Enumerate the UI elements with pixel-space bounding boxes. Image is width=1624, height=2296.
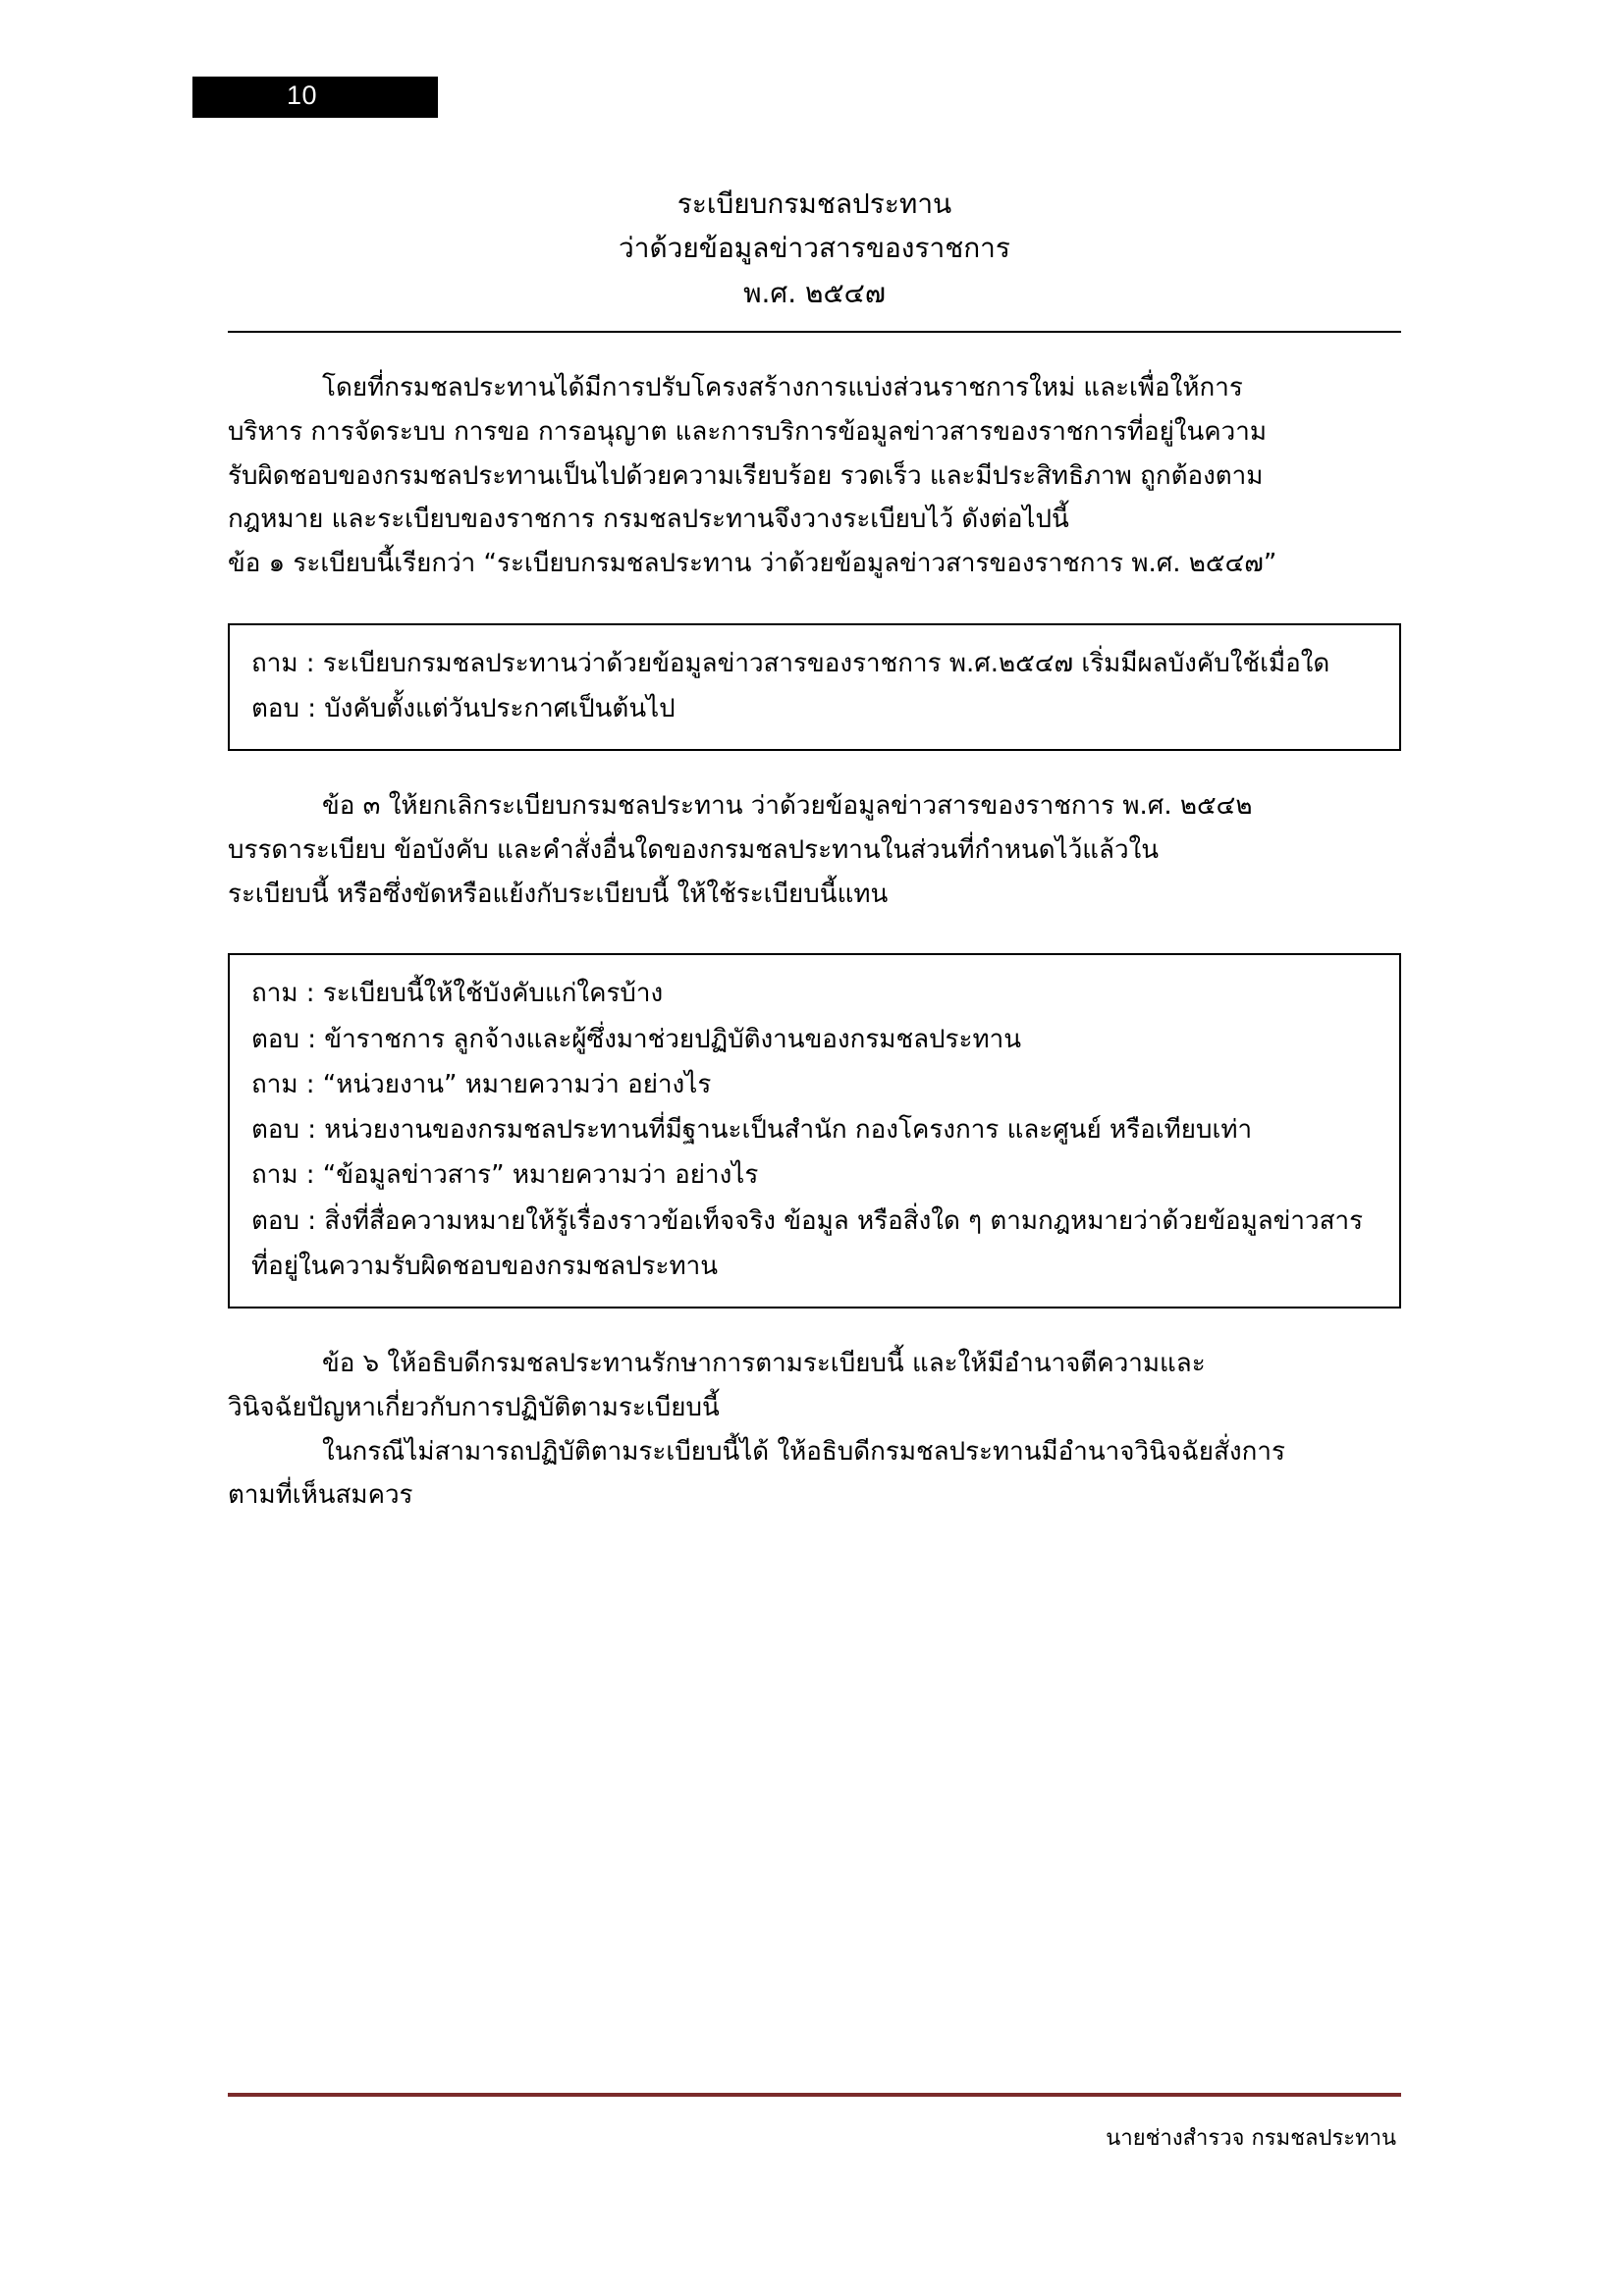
section-6-line-1: ข้อ ๖ ให้อธิบดีกรมชลประทานรักษาการตามระเบียบนี้ และให้มีอำนาจตีความและ xyxy=(322,1349,1206,1379)
section-6-line-3: ในกรณีไม่สามารถปฏิบัติตามระเบียบนี้ได้ ให้อธิบดีกรมชลประทานมีอำนาจวินิจฉัยสั่งการ xyxy=(322,1436,1285,1467)
intro-paragraph xyxy=(228,366,1401,586)
title-line-1: ระเบียบกรมชลประทาน xyxy=(677,187,952,220)
document-content xyxy=(228,182,1401,1518)
qa2-question-1: ถาม : ระเบียบนี้ให้ใช้บังคับแก่ใครบ้าง xyxy=(251,979,664,1009)
section-6-line-2: วินิจฉัยปัญหาเกี่ยวกับการปฏิบัติตามระเบียบนี้ xyxy=(228,1392,720,1422)
footer-divider xyxy=(228,2093,1401,2097)
section-3-line-1: ข้อ ๓ ให้ยกเลิกระเบียบกรมชลประทาน ว่าด้วยข้อมูลข่าวสารของราชการ พ.ศ. ๒๕๔๒ xyxy=(322,791,1253,822)
footer-label: นายช่างสำรวจ กรมชลประทาน xyxy=(1106,2126,1396,2151)
qa2-answer-1: ตอบ : ข้าราชการ ลูกจ้างและผู้ซึ่งมาช่วยปฏิบัติงานของกรมชลประทาน xyxy=(251,1024,1021,1054)
qa2-question-2: ถาม : “หน่วยงาน” หมายความว่า อย่างไร xyxy=(251,1069,712,1099)
intro-line-4: กฎหมาย และระเบียบของราชการ กรมชลประทานจึงวางระเบียบไว้ ดังต่อไปนี้ xyxy=(228,505,1069,535)
intro-line-1: โดยที่กรมชลประทานได้มีการปรับโครงสร้างการแบ่งส่วนราชการใหม่ และเพื่อให้การ xyxy=(322,373,1243,403)
qa2-answer-3-cont: ที่อยู่ในความรับผิดชอบของกรมชลประทาน xyxy=(251,1251,718,1281)
title-line-3: พ.ศ. ๒๕๔๗ xyxy=(743,276,886,309)
page-number: 10 xyxy=(287,80,318,110)
qa-box-2 xyxy=(228,953,1401,1308)
title-divider xyxy=(228,331,1401,333)
qa1-answer-1: ตอบ : บังคับตั้งแต่วันประกาศเป็นต้นไป xyxy=(251,693,676,723)
page-title xyxy=(228,182,1401,315)
intro-line-5: ข้อ ๑ ระเบียบนี้เรียกว่า “ระเบียบกรมชลประทาน ว่าด้วยข้อมูลข่าวสารของราชการ พ.ศ. ๒๕๔๗” xyxy=(228,548,1277,578)
page-number-banner xyxy=(192,77,438,118)
intro-line-3: รับผิดชอบของกรมชลประทานเป็นไปด้วยความเรียบร้อย รวดเร็ว และมีประสิทธิภาพ ถูกต้องตาม xyxy=(228,460,1264,491)
title-line-2: ว่าด้วยข้อมูลข่าวสารของราชการ xyxy=(619,232,1010,265)
section-6-paragraph xyxy=(228,1342,1401,1518)
qa2-answer-3: ตอบ : สิ่งที่สื่อความหมายให้รู้เรื่องราวข้อเท็จจริง ข้อมูล หรือสิ่งใด ๆ ตามกฎหมายว่าด้วยข้อมูลข่าวสาร xyxy=(251,1205,1364,1236)
intro-line-2: บริหาร การจัดระบบ การขอ การอนุญาต และการบริการข้อมูลข่าวสารของราชการที่อยู่ในความ xyxy=(228,416,1268,447)
section-3-paragraph xyxy=(228,784,1401,916)
qa1-question-1: ถาม : ระเบียบกรมชลประทานว่าด้วยข้อมูลข่าวสารของราชการ พ.ศ.๒๕๔๗ เริ่มมีผลบังคับใช้เมื่อใด xyxy=(251,648,1330,678)
section-3-line-2: บรรดาระเบียบ ข้อบังคับ และคำสั่งอื่นใดของกรมชลประทานในส่วนที่กำหนดไว้แล้วใน xyxy=(228,834,1160,865)
section-6-line-4: ตามที่เห็นสมควร xyxy=(228,1480,413,1511)
section-3-line-3: ระเบียบนี้ หรือซึ่งขัดหรือแย้งกับระเบียบนี้ ให้ใช้ระเบียบนี้แทน xyxy=(228,879,889,909)
qa2-question-3: ถาม : “ข้อมูลข่าวสาร” หมายความว่า อย่างไร xyxy=(251,1160,759,1191)
qa-box-1 xyxy=(228,623,1401,752)
qa2-answer-2: ตอบ : หน่วยงานของกรมชลประทานที่มีฐานะเป็นสำนัก กองโครงการ และศูนย์ หรือเทียบเท่า xyxy=(251,1115,1253,1146)
